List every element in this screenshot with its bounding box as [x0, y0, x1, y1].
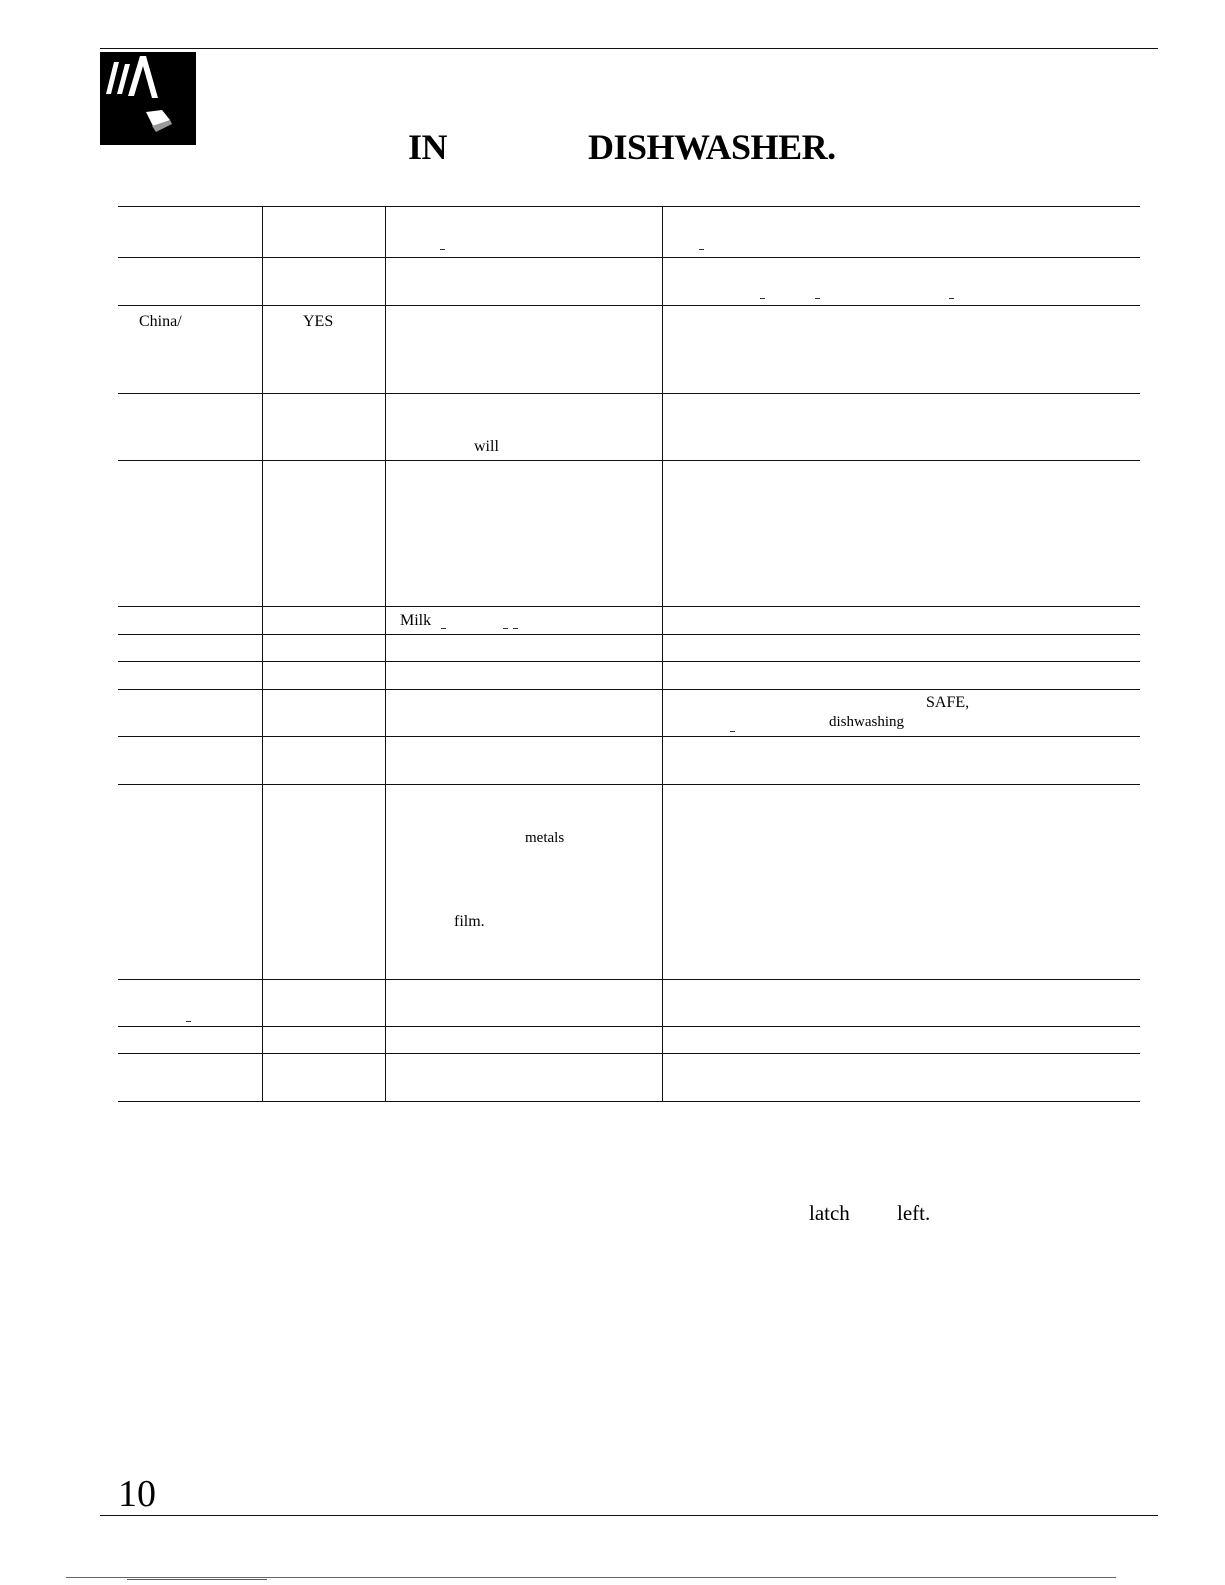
hand-pressing-button-icon: [100, 52, 196, 145]
top-rule: [100, 48, 1158, 49]
table-rule: [118, 206, 1140, 207]
table-rule: [118, 979, 1140, 980]
dash-mark: [760, 298, 765, 299]
table-rule: [118, 1026, 1140, 1027]
dash-mark: [503, 628, 508, 629]
table-rule: [118, 393, 1140, 394]
table-rule: [118, 460, 1140, 461]
footer-link-underline[interactable]: [127, 1579, 267, 1580]
body-word-left: left.: [897, 1201, 931, 1225]
dash-mark: [730, 731, 735, 732]
cell-china-label: China/: [139, 313, 182, 330]
cell-film-text: film.: [454, 913, 485, 930]
footer-thin-rule: [66, 1577, 1116, 1578]
dash-mark: [815, 298, 820, 299]
dash-mark: [186, 1021, 191, 1022]
page-number: 10: [118, 1473, 156, 1515]
cell-milk-text: Milk: [400, 612, 432, 629]
column-divider: [385, 206, 386, 1102]
table-rule: [118, 634, 1140, 635]
dash-mark: [699, 249, 704, 250]
table-rule: [118, 257, 1140, 258]
table-rule: [118, 305, 1140, 306]
column-divider: [662, 206, 663, 1102]
table-rule: [118, 736, 1140, 737]
dash-mark: [949, 298, 954, 299]
table-rule: [118, 784, 1140, 785]
dash-mark: [441, 628, 446, 629]
footer-rule: [100, 1515, 1158, 1516]
table-rule: [118, 661, 1140, 662]
cell-dishwashing-text: dishwashing: [829, 714, 904, 730]
heading-word-dishwasher: DISHWASHER.: [588, 127, 836, 167]
dash-mark: [513, 628, 518, 629]
dash-mark: [440, 249, 445, 250]
table-rule: [118, 1053, 1140, 1054]
cell-will-text: will: [474, 438, 499, 455]
heading-word-in: IN: [408, 127, 448, 167]
column-divider: [262, 206, 263, 1102]
cell-metals-text: metals: [525, 830, 565, 846]
table-rule: [118, 689, 1140, 690]
table-rule: [118, 1101, 1140, 1102]
cell-safe-text: SAFE,: [926, 694, 970, 711]
table-rule: [118, 606, 1140, 607]
cell-yes-value: YES: [303, 313, 334, 330]
body-word-latch: latch: [809, 1201, 850, 1225]
